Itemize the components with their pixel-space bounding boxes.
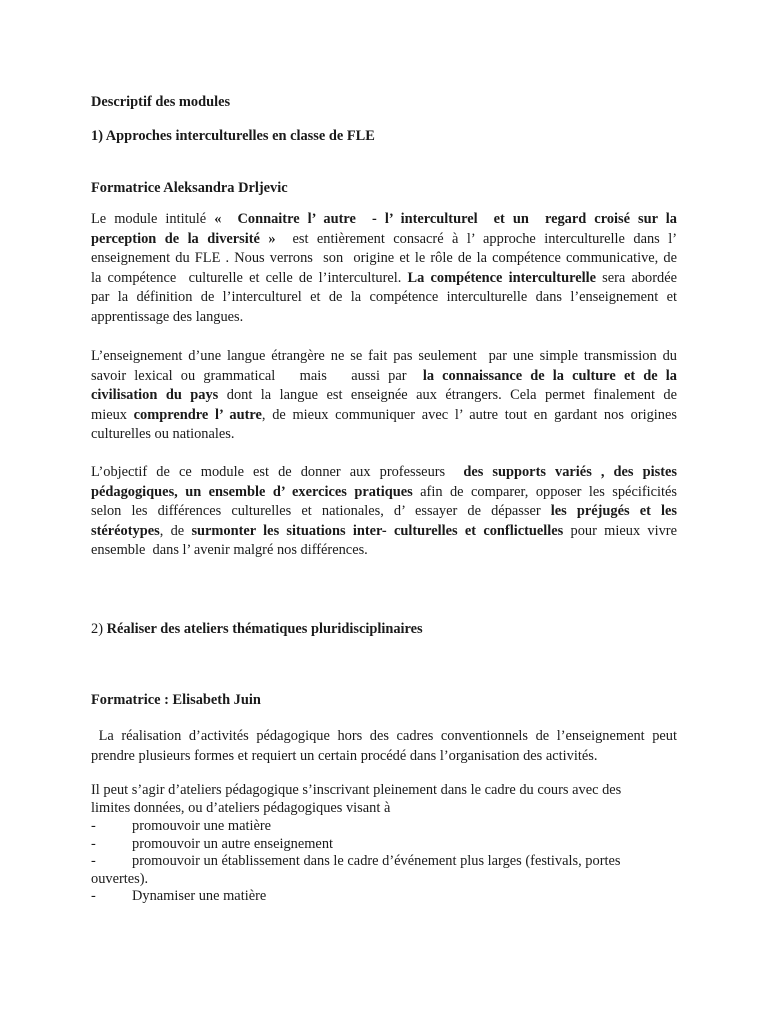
text-run: , de (159, 522, 192, 539)
text-run: culturelles ou nationales. (91, 426, 235, 442)
section2-paragraph-1 (91, 727, 677, 766)
section2-paragraph-2 (91, 781, 681, 816)
text-run: apprentissage des langues. (91, 308, 244, 325)
list-dash: - (91, 818, 96, 834)
paragraph-line (91, 483, 677, 503)
bold-text-run: des supports variés , des pistes (463, 464, 677, 480)
bold-text-run: stéréotypes (91, 522, 160, 539)
section2-heading (91, 620, 677, 640)
text-run: selon les différences culturelles et nationales, d’ essayer de dépasser (91, 503, 551, 519)
paragraph-line (91, 249, 677, 269)
section2-heading-title: Réaliser des ateliers thématiques pluridisciplinaires (106, 621, 423, 637)
text-run: sera abordée (595, 269, 677, 286)
bold-text-run: « Connaitre l’ autre - l’ interculturel et un regard croisé sur la (214, 211, 677, 227)
text-run: pour mieux vivre (563, 522, 677, 539)
text-run: dont la langue est enseignée aux étrangers. Cela permet finalement de (218, 387, 677, 403)
list-item-text: promouvoir une matière (132, 818, 272, 834)
text-run: mieux (91, 406, 134, 423)
list-item (91, 887, 711, 905)
section2-heading-number: 2) (91, 621, 107, 637)
bold-text-run: les préjugés et les (550, 503, 677, 519)
paragraph-line (91, 230, 677, 250)
list-item-continuation: ouvertes). (91, 870, 149, 887)
bold-text-run: perception de la diversité » (91, 230, 276, 247)
section1-paragraph-2 (91, 347, 677, 445)
bold-text-run: La compétence interculturelle (407, 269, 596, 286)
text-run: L’objectif de ce module est de donner aux professeurs (91, 464, 464, 480)
bold-text-run: comprendre l’ autre (133, 406, 262, 423)
paragraph-line (91, 288, 677, 308)
list-dash: - (91, 853, 96, 869)
text-run: La réalisation d’activités pédagogique hors des cadres conventionnels de l’enseignement peut (91, 728, 677, 744)
document-title: Descriptif des modules (91, 94, 231, 110)
paragraph-line (91, 269, 677, 289)
text-run: Le module intitulé (91, 211, 215, 227)
paragraph-line (91, 386, 677, 406)
paragraph-line (91, 347, 677, 367)
section2-bullet-list (91, 817, 711, 905)
list-item-text: promouvoir un établissement dans le cadre d’événement plus larges (festivals, portes (132, 853, 621, 869)
bold-text-run: la connaissance de la culture et de la (422, 367, 677, 384)
text-run: enseignement du FLE . Nous verrons son origine et le rôle de la compétence communicative, de (91, 250, 677, 266)
paragraph-line (91, 522, 677, 542)
paragraph-line (91, 406, 677, 426)
section1-paragraph-3 (91, 463, 677, 561)
list-item-text: Dynamiser une matière (132, 888, 267, 904)
section2-trainer: Formatrice : Elisabeth Juin (91, 692, 261, 708)
paragraph-line (91, 502, 677, 522)
bold-text-run: civilisation du pays (91, 387, 219, 403)
text-run: , de mieux communiquer avec l’ autre tout en gardant nos origines (261, 406, 677, 423)
text-run: L’enseignement d’une langue étrangère ne se fait pas seulement par une simple transmission du (91, 348, 677, 364)
list-dash: - (91, 888, 96, 904)
list-item (91, 835, 711, 853)
bold-text-run: surmonter les situations inter- culturelles et conflictuelles (191, 522, 564, 539)
paragraph-line: limites données, ou d’ateliers pédagogiques visant à (91, 799, 391, 816)
text-run: est entièrement consacré à l’ approche interculturelle dans l’ (275, 230, 677, 247)
paragraph-line (91, 210, 677, 230)
paragraph-line (91, 367, 677, 387)
text-run: savoir lexical ou grammatical mais aussi par (91, 367, 423, 384)
section1-heading: 1) Approches interculturelles en classe de FLE (91, 128, 375, 144)
list-item (91, 852, 711, 887)
text-run: ensemble dans l’ avenir malgré nos différences. (91, 542, 368, 558)
paragraph-line (91, 727, 677, 747)
text-run: afin de comparer, opposer les spécificités (412, 483, 677, 500)
paragraph-line: Il peut s’agir d’ateliers pédagogique s’inscrivant pleinement dans le cadre du cours avec des (91, 782, 622, 798)
text-run: par la définition de l’interculturel et de la compétence interculturelle dans l’enseignement et (91, 289, 677, 305)
section1-paragraph-1 (91, 210, 677, 327)
paragraph-line (91, 308, 677, 328)
paragraph-line (91, 541, 677, 561)
paragraph-line (91, 747, 677, 767)
text-run: la compétence culturelle et celle de l’interculturel. (91, 269, 408, 286)
list-dash: - (91, 835, 96, 852)
section1-trainer: Formatrice Aleksandra Drljevic (91, 180, 288, 196)
list-item (91, 817, 711, 835)
list-item-text: promouvoir un autre enseignement (132, 835, 334, 852)
paragraph-line (91, 463, 677, 483)
bold-text-run: pédagogiques, un ensemble d’ exercices pratiques (91, 483, 413, 500)
text-run: prendre plusieurs formes et requiert un certain procédé dans l’organisation des activités. (91, 747, 598, 764)
paragraph-line (91, 425, 677, 445)
